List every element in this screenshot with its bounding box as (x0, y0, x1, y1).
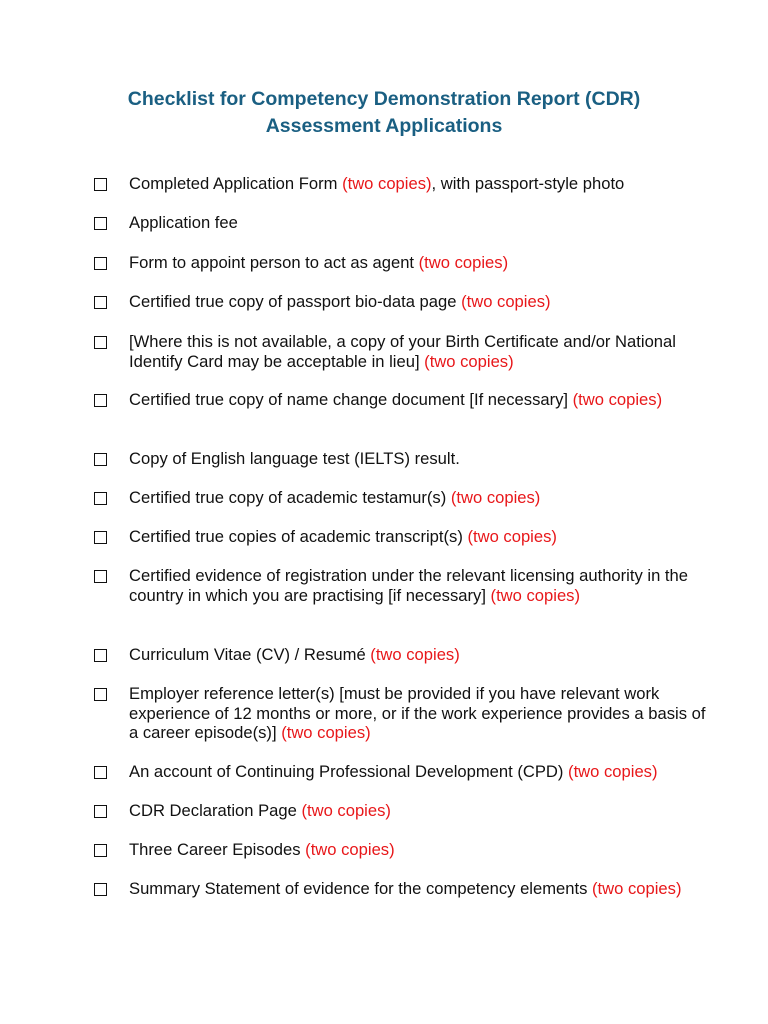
checkbox-icon[interactable] (94, 844, 107, 857)
copies-note: (two copies) (450, 488, 541, 507)
checkbox-icon[interactable] (94, 492, 107, 505)
checkbox-icon[interactable] (94, 766, 107, 779)
checklist-item-text: CDR Declaration Page (two copies) (129, 801, 391, 820)
copies-note: (two copies) (301, 801, 391, 820)
copies-note: (two copies) (568, 762, 658, 781)
checklist-item-text: Summary Statement of evidence for the competency elements (two copies) (129, 879, 682, 898)
copies-note: (two copies) (370, 645, 460, 664)
checklist-item-text: Three Career Episodes (two copies) (129, 840, 395, 859)
checkbox-icon[interactable] (94, 883, 107, 896)
checklist-item-text: Curriculum Vitae (CV) / Resumé (two copies) (129, 645, 460, 664)
checkbox-icon[interactable] (94, 688, 107, 701)
page-title (0, 86, 768, 140)
copies-note: (two copies) (342, 174, 432, 193)
checkbox-icon[interactable] (94, 453, 107, 466)
checklist-item-text: Application fee (129, 213, 238, 232)
copies-note: (two copies) (467, 527, 557, 546)
checklist-item-text: Certified evidence of registration under the relevant licensing authority in the country in which you are practising [if necessary] (two copies) (129, 566, 688, 605)
checklist-item-text: [Where this is not available, a copy of your Birth Certificate and/or National Identify Card may be acceptable in lieu] (two copies) (129, 332, 676, 371)
copies-note: (two copies) (305, 840, 395, 859)
checklist-item-text: Form to appoint person to act as agent (two copies) (129, 253, 509, 272)
copies-note: (two copies) (461, 292, 551, 311)
checkbox-icon[interactable] (94, 217, 107, 230)
copies-note: (two copies) (424, 351, 514, 371)
copies-note: (two copies) (592, 879, 682, 898)
checklist-item-text: Employer reference letter(s) [must be provided if you have relevant work experience of 12 months or more, or if the work experience provides a basis of a career episode(s)] (two copies) (129, 684, 706, 742)
page-title-line-1: Checklist for Competency Demonstration Report (CDR) (127, 88, 641, 110)
checklist-item-text: Certified true copy of passport bio-data page (two copies) (129, 292, 551, 311)
checkbox-icon[interactable] (94, 257, 107, 270)
page-title-line-2: Assessment Applications (265, 115, 503, 137)
copies-note: (two copies) (490, 585, 580, 605)
checkbox-icon[interactable] (94, 336, 107, 349)
copies-note: (two copies) (418, 253, 509, 272)
checkbox-icon[interactable] (94, 570, 107, 583)
checkbox-icon[interactable] (94, 805, 107, 818)
checkbox-icon[interactable] (94, 178, 107, 191)
checkbox-icon[interactable] (94, 531, 107, 544)
copies-note: (two copies) (572, 390, 663, 409)
checklist-item-text: Completed Application Form (two copies), with passport-style photo (129, 174, 625, 193)
checklist-item-text: An account of Continuing Professional Development (CPD) (two copies) (129, 762, 658, 781)
checklist-item-text: Certified true copy of academic testamur(s) (two copies) (129, 488, 541, 507)
checkbox-icon[interactable] (94, 394, 107, 407)
checkbox-icon[interactable] (94, 296, 107, 309)
checklist-item-text: Certified true copy of name change document [If necessary] (two copies) (129, 390, 663, 409)
checklist-item-text: Copy of English language test (IELTS) result. (129, 449, 460, 468)
copies-note: (two copies) (281, 723, 371, 742)
checkbox-icon[interactable] (94, 649, 107, 662)
checklist-item-text: Certified true copies of academic transcript(s) (two copies) (129, 527, 557, 546)
